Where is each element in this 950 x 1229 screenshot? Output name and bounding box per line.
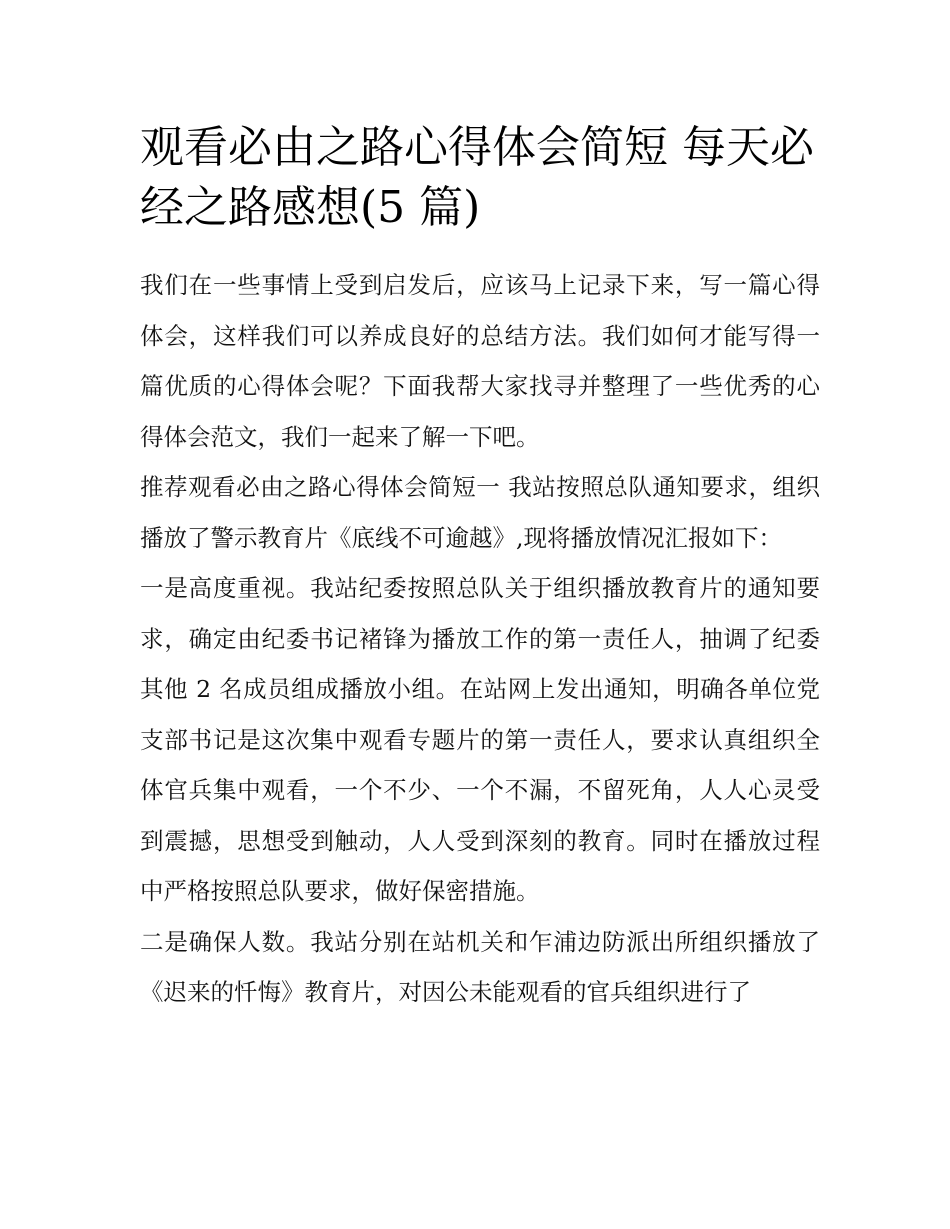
paragraph-recommend-one: 推荐观看必由之路心得体会简短一 我站按照总队通知要求，组织播放了警示教育片《底线不可逾越》,现将播放情况汇报如下： (140, 473, 820, 552)
paragraph-point-two: 二是确保人数。我站分别在站机关和乍浦边防派出所组织播放了《迟来的忏悔》教育片，对因公未能观看的官兵组织进行了 (140, 927, 820, 1006)
document-title: 观看必由之路心得体会简短 每天必经之路感想(5 篇) (140, 122, 814, 233)
paragraph-intro: 我们在一些事情上受到启发后，应该马上记录下来，写一篇心得体会，这样我们可以养成良好的总结方法。我们如何才能写得一篇优质的心得体会呢？下面我帮大家找寻并整理了一些优秀的心得体会范文，我们一起来了解一下吧。 (140, 271, 820, 451)
paragraph-point-one: 一是高度重视。我站纪委按照总队关于组织播放教育片的通知要求，确定由纪委书记褚锋为播放工作的第一责任人，抽调了纪委其他 2 名成员组成播放小组。在站网上发出通知，明确各单位党支部书记是这次集中观看专题片的第一责任人，要求认真组织全体官兵集中观看，一个不少、一个不漏，不留死角，人人心灵受到震撼，思想受到触动，人人受到深刻的教育。同时在播放过程中严格按照总队要求，做好保密措施。 (140, 574, 820, 905)
document-body (140, 118, 820, 1018)
